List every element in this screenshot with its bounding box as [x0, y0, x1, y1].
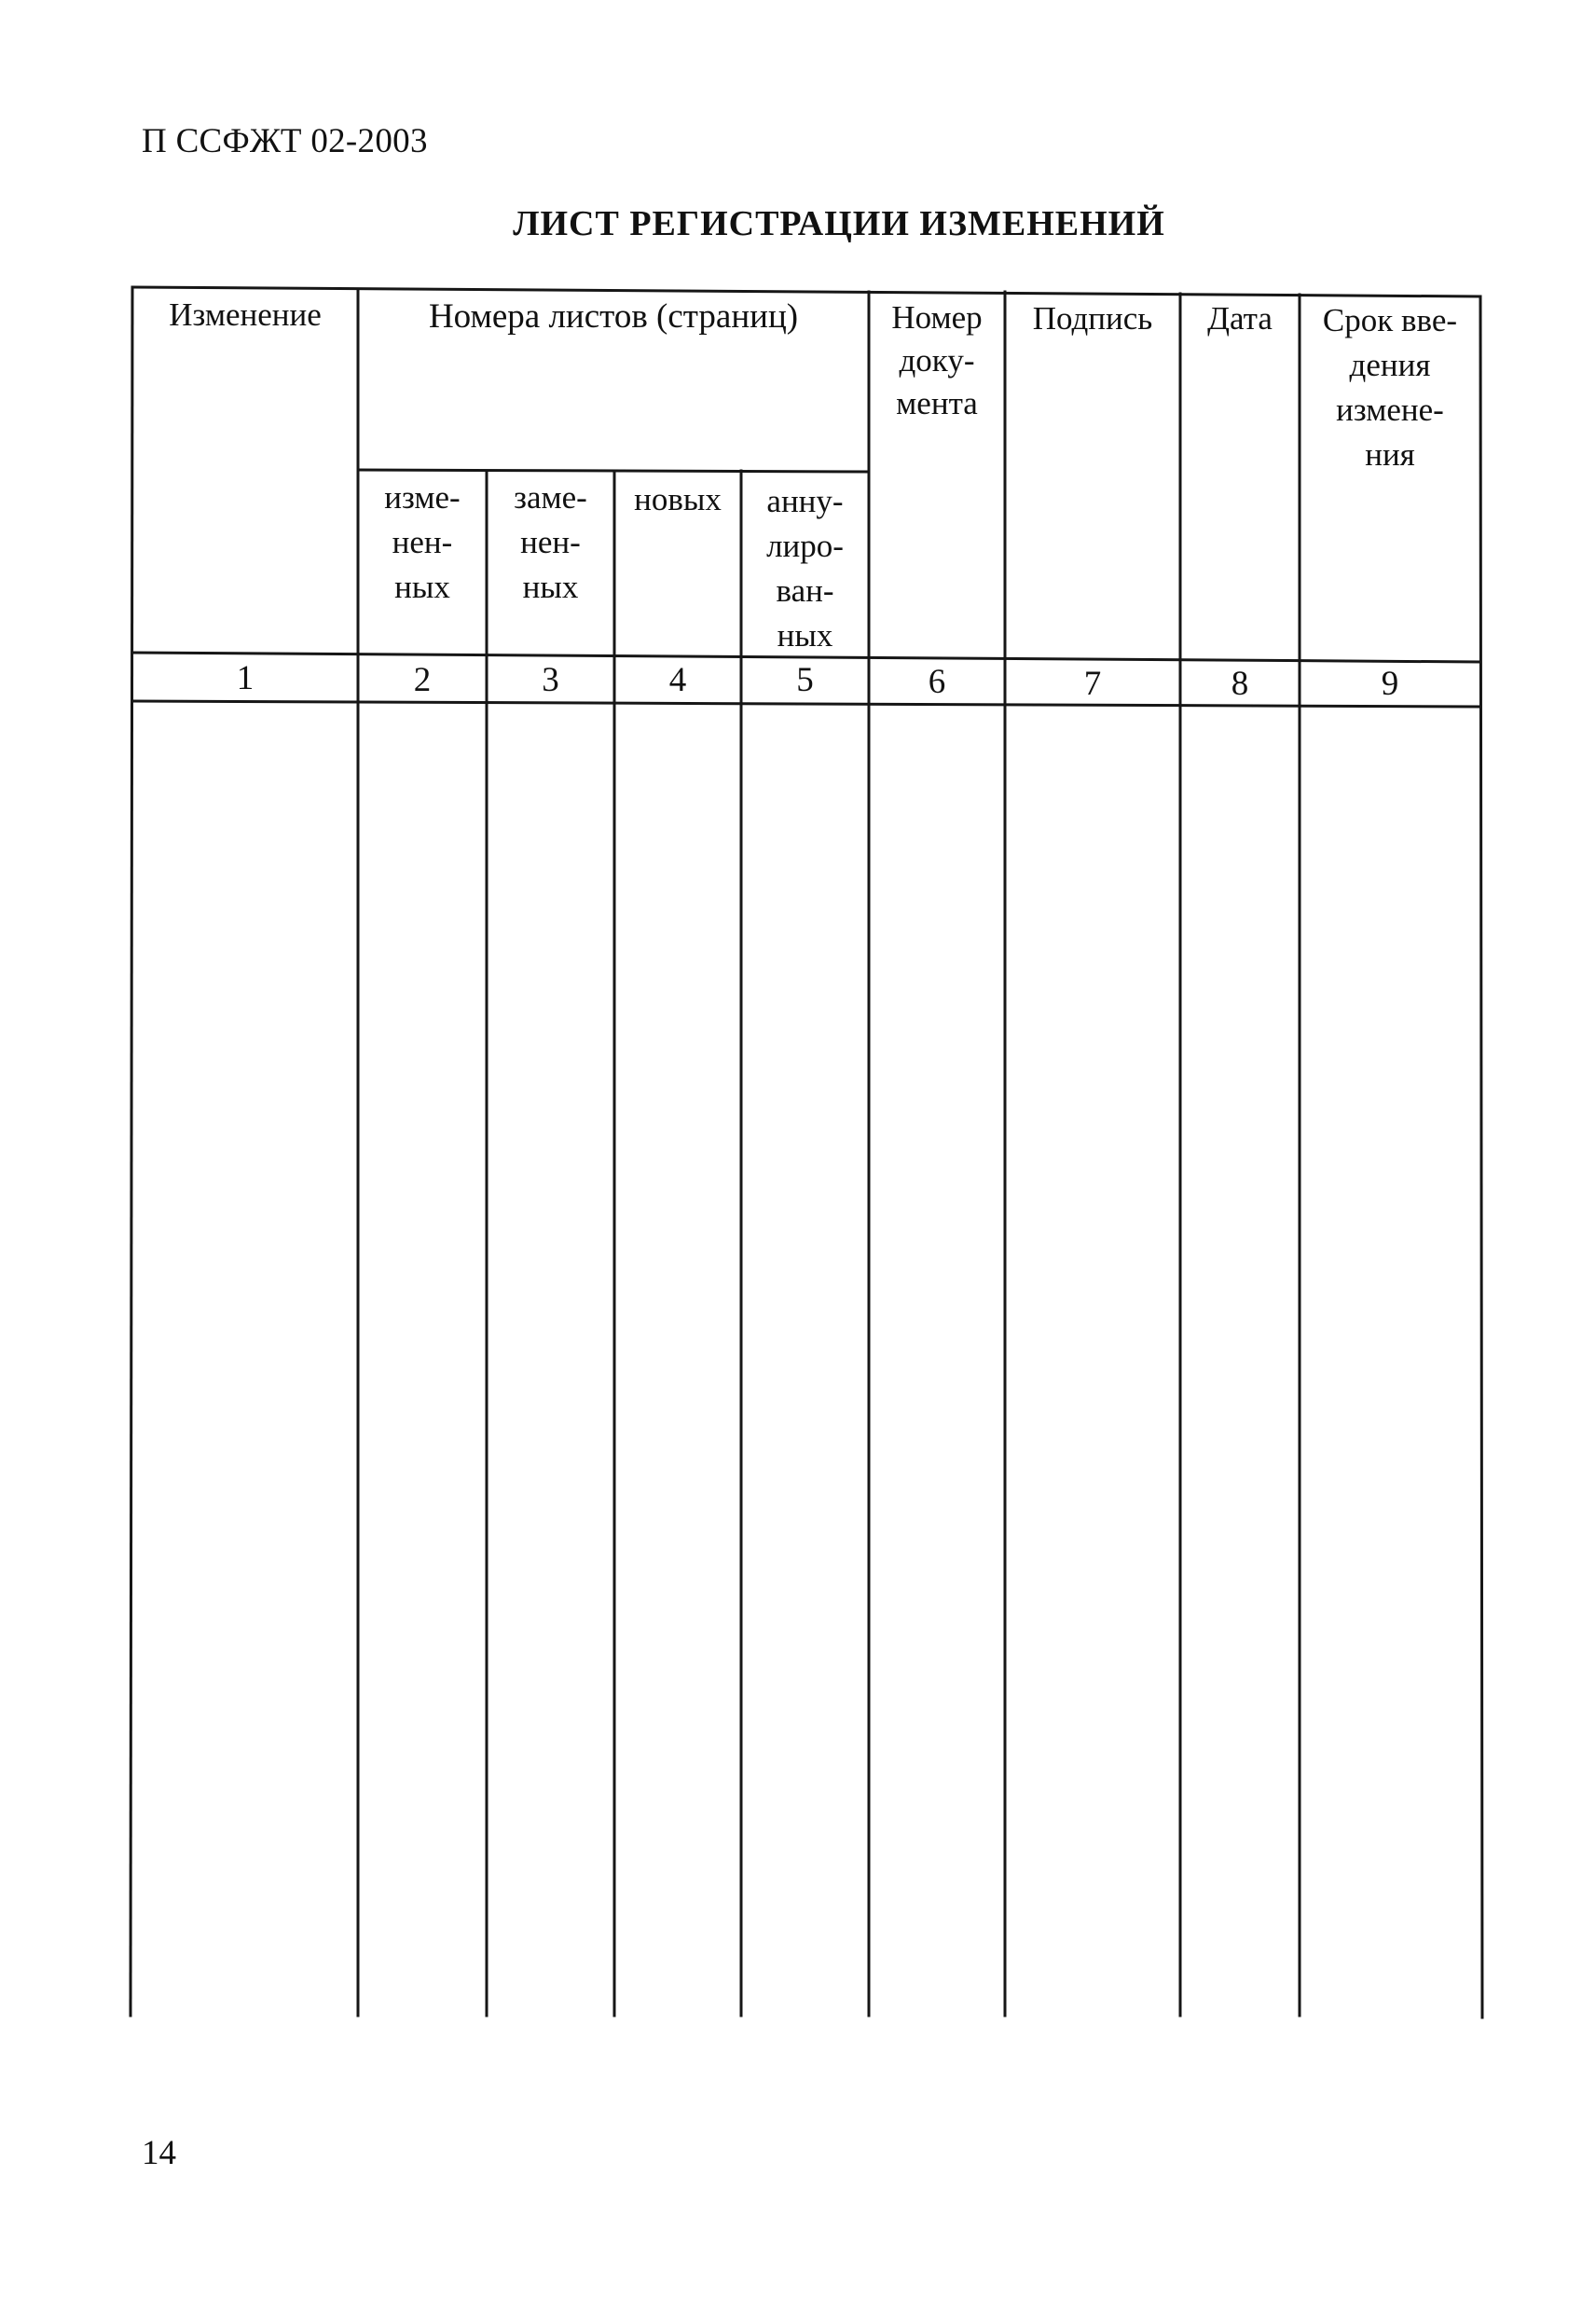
header-new: новых	[634, 481, 722, 517]
header-annulled: анну- лиро- ван- ных	[766, 483, 844, 654]
header-changed: изме- нен- ных	[384, 479, 461, 605]
header-change: Изменение	[169, 296, 322, 333]
column-number-9: 9	[1381, 665, 1399, 703]
header-doc-number: Номер доку- мента	[891, 299, 983, 421]
column-number-3: 3	[542, 661, 559, 699]
sheet-title: ЛИСТ РЕГИСТРАЦИИ ИЗМЕНЕНИЙ	[513, 204, 1165, 243]
header-replaced: заме- нен- ных	[514, 479, 587, 605]
column-number-1: 1	[236, 659, 255, 697]
header-effective: Срок вве- дения измене- ния	[1322, 302, 1458, 473]
column-number-7: 7	[1083, 665, 1102, 703]
header-signature: Подпись	[1032, 300, 1153, 337]
column-number-2: 2	[413, 661, 432, 699]
column-number-5: 5	[796, 661, 814, 699]
header-sheet-numbers: Номера листов (страниц)	[428, 297, 799, 336]
table-right-border	[1480, 296, 1482, 2017]
table-left-border	[131, 287, 132, 2016]
column-number-8: 8	[1231, 665, 1249, 703]
header-date: Дата	[1207, 300, 1273, 337]
column-number-6: 6	[928, 663, 946, 701]
page-number: 14	[142, 2134, 176, 2172]
document-code: П ССФЖТ 02-2003	[142, 122, 428, 160]
column-number-4: 4	[668, 661, 687, 699]
